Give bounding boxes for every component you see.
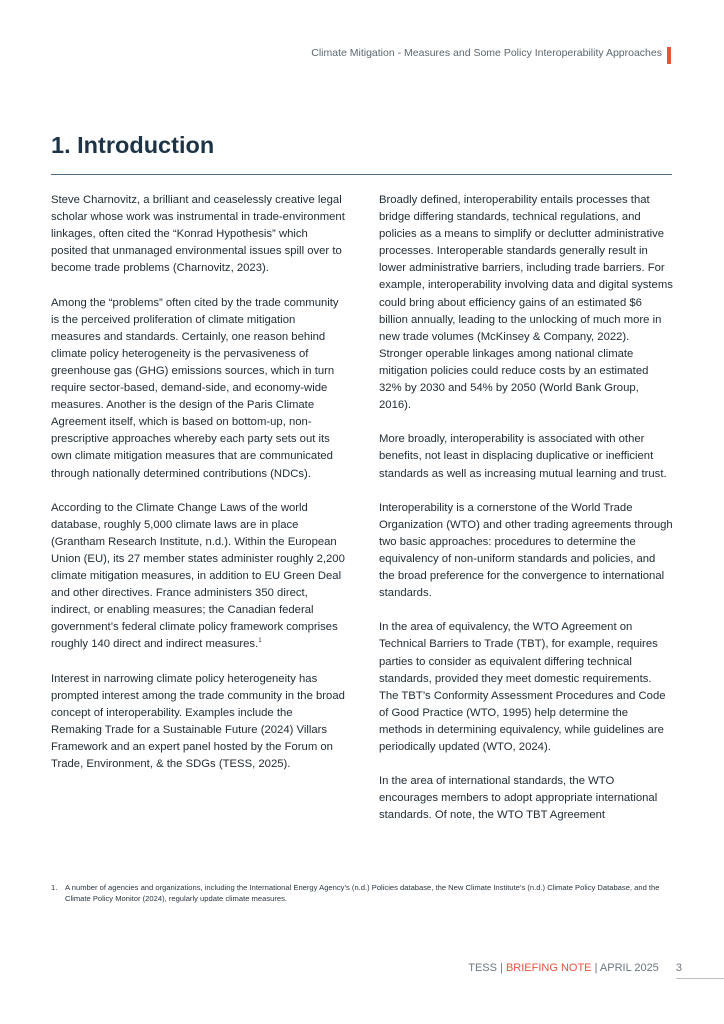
footer-separator: | [594,962,598,974]
paragraph [51,500,346,654]
page-number: 3 [675,962,682,974]
running-header: Climate Mitigation - Measures and Some Policy Interoperability Approaches [311,47,662,59]
footnote-text: A number of agencies and organizations, including the International Energy Agency’s (n.d.) Policies database, the New Climate Institute’s (n.d.) Climate Policy Database, and the Climate Policy Monitor (2024), regularly update climate measures. [65,883,660,903]
footnote [51,883,671,904]
paragraph: Among the “problems” often cited by the trade community is the perceived proliferation of climate mitigation measures and standards. Certainly, one reason behind climate policy heterogeneity is the pervasiveness of greenhouse gas (GHG) emissions sources, which in turn require sector-based, demand-side, and economy-wide measures. Another is the design of the Paris Climate Agreement itself, which is based on bottom-up, non-prescriptive approaches whereby each party sets out its own climate mitigation measures that are communicated through nationally determined contributions (NDCs). [51,296,339,480]
right-column [379,192,673,842]
footnote-number: 1. [51,883,58,892]
footer-doc-type: BRIEFING NOTE [505,962,592,974]
footer-divider [676,978,724,979]
paragraph: In the area of equivalency, the WTO Agreement on Technical Barriers to Trade (TBT), for example, requires parties to consider as equivalent differing technical standards, provided they meet domestic requirements. The TBT’s Conformity Assessment Procedures and Code of Good Practice (WTO, 1995) help determine the methods in determining equivalency, while guidelines are periodically updated (WTO, 2024). [379,621,666,753]
paragraph: Interoperability is a cornerstone of the World Trade Organization (WTO) and other trading agreements through two basic approaches: procedures to determine the equivalency of non-uniform standards and policies, and the broad preference for the convergence to international standards. [379,501,673,600]
paragraph: Broadly defined, interoperability entails processes that bridge differing standards, technical regulations, and policies as a means to simplify or declutter administrative processes. Interoperable standards generally result in lower administrative barriers, including trade barriers. For example, interoperability involving data and digital systems could bring about efficiency gains of an estimated $6 billion annually, leading to the unlocking of much more in new trade volumes (McKinsey & Company, 2022). Stronger operable linkages among national climate mitigation policies could reduce costs by an estimated 32% by 2030 and 54% by 2050 (World Bank Group, 2016). [379,194,673,412]
paragraph: More broadly, interoperability is associated with other benefits, not least in displacing duplicative or inefficient standards as well as increasing mutual learning and trust. [379,433,667,480]
footer-separator: | [500,962,503,974]
footer-date: APRIL 2025 [599,962,659,974]
paragraph: Interest in narrowing climate policy heterogeneity has prompted interest among the trade community in the broad concept of interoperability. Examples include the Remaking Trade for a Sustainable Future (2024) Villars Framework and an expert panel hosted by the Forum on Trade, Environment, & the SDGs (TESS, 2025). [51,672,345,771]
left-column [51,192,346,790]
paragraph: Steve Charnovitz, a brilliant and ceaselessly creative legal scholar whose work was instrumental in trade-environment linkages, often cited the “Konrad Hypothesis” which posited that unmanaged environmental issues spill over to become trade problems (Charnovitz, 2023). [51,194,345,275]
header-accent-bar [667,47,671,64]
title-divider [51,174,672,175]
footnote-ref[interactable]: 1 [258,638,262,645]
paragraph-text: According to the Climate Change Laws of the world database, roughly 5,000 climate laws are in place (Grantham Research Institute, n.d.). Within the European Union (EU), its 27 member states administer roughly 2,200 climate mitigation measures, in addition to EU Green Deal and other directives. France administers 350 direct, indirect, or enabling measures; the Canadian federal government’s federal climate policy framework comprises roughly 140 direct and indirect measures. [51,501,345,651]
page-footer [468,962,682,974]
footer-org: TESS [468,962,497,974]
section-title: 1. Introduction [51,132,215,158]
paragraph: In the area of international standards, the WTO encourages members to adopt appropriate international standards. Of note, the WTO TBT Agreement [379,775,658,822]
